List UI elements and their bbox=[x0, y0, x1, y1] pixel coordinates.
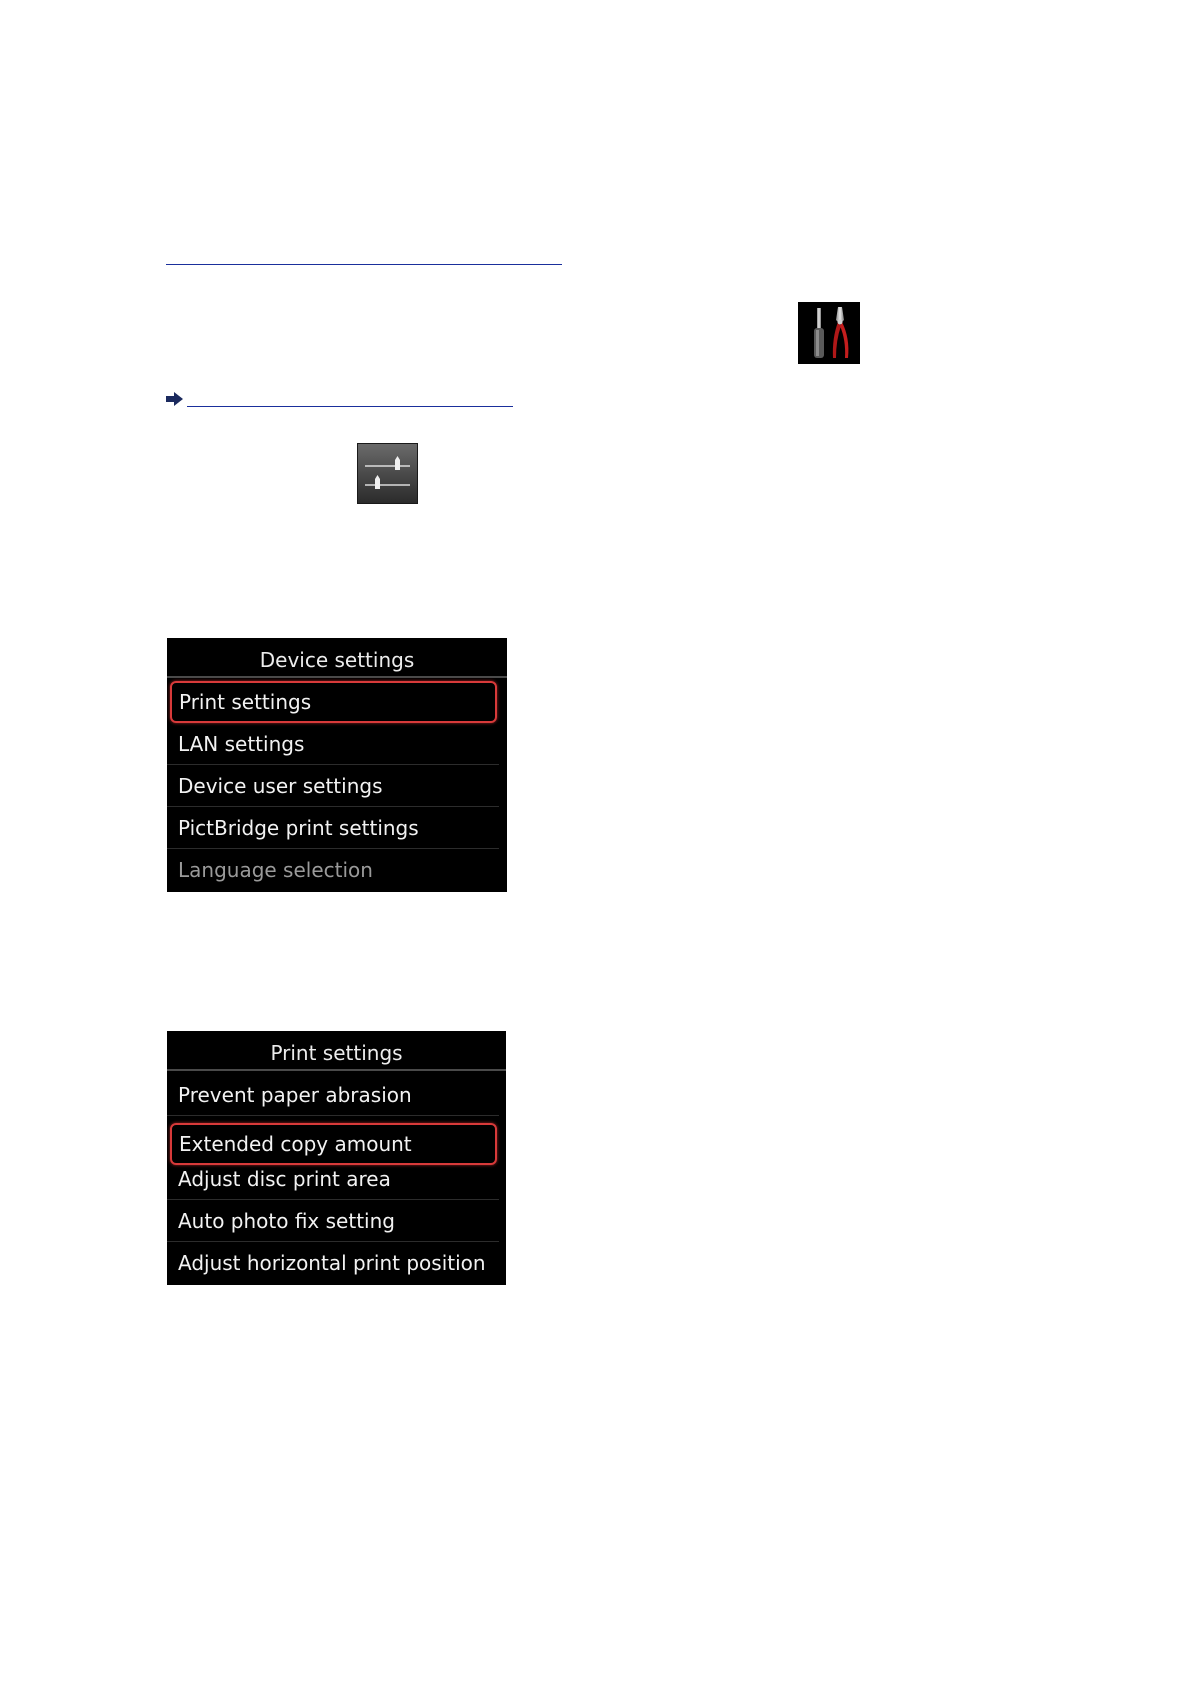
menu-item-device-user-settings[interactable]: Device user settings bbox=[167, 765, 499, 807]
menu-item-adjust-horizontal-print-position[interactable]: Adjust horizontal print position bbox=[178, 1251, 486, 1275]
link-underline[interactable] bbox=[166, 264, 562, 265]
screen-title: Device settings bbox=[167, 638, 507, 678]
menu-item-pictbridge-print-settings[interactable]: PictBridge print settings bbox=[167, 807, 499, 849]
menu-item-prevent-paper-abrasion[interactable]: Prevent paper abrasion bbox=[167, 1074, 499, 1116]
link-underline[interactable] bbox=[187, 406, 513, 407]
screen-title: Print settings bbox=[167, 1031, 506, 1071]
menu-item-language-selection[interactable]: Language selection bbox=[178, 858, 373, 882]
arrow-right-icon bbox=[165, 391, 185, 407]
menu-item-auto-photo-fix-setting[interactable]: Auto photo fix setting bbox=[167, 1200, 499, 1242]
lcd-print-settings-screen bbox=[167, 1031, 506, 1285]
setup-icon bbox=[798, 302, 860, 364]
lcd-device-settings-screen bbox=[167, 638, 507, 892]
menu-item-adjust-disc-print-area[interactable]: Adjust disc print area bbox=[167, 1158, 499, 1200]
menu-item-extended-copy-amount[interactable]: Extended copy amount bbox=[170, 1123, 497, 1165]
menu-item-lan-settings[interactable]: LAN settings bbox=[167, 723, 499, 765]
device-settings-icon bbox=[357, 443, 418, 504]
menu-item-print-settings[interactable]: Print settings bbox=[170, 681, 497, 723]
